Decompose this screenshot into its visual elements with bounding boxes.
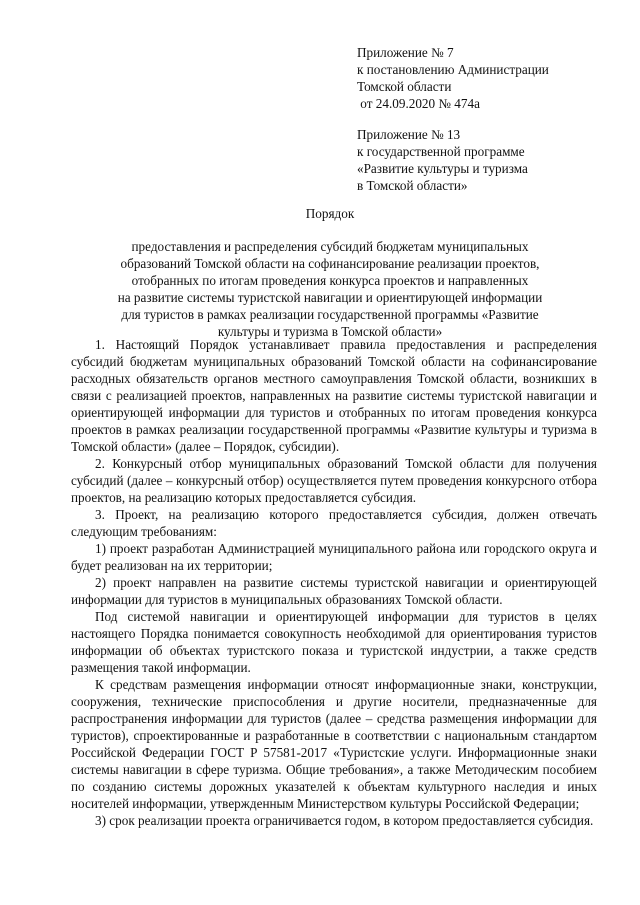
requirement-2: 2) проект направлен на развитие системы туристской навигации и ориентирующей информации для туристов в муниципальных образованиях Томской области. bbox=[71, 575, 597, 607]
appendix-7-line: Томской области bbox=[357, 79, 452, 94]
document-body bbox=[71, 336, 597, 829]
navigation-definition-paragraph: Под системой навигации и ориентирующей информации для туристов в целях настоящего Порядка понимается совокупность необходимой для ориентирования туристов информации об объектах туристского показа и туристской индустрии, а также средств размещения такой информации. bbox=[71, 609, 597, 675]
document-title: Порядок bbox=[305, 206, 355, 221]
paragraph-3: 3. Проект, на реализацию которого предоставляется субсидия, должен отвечать следующим требованиям: bbox=[71, 507, 597, 539]
appendix-block-13 bbox=[357, 126, 617, 194]
requirement-3: 3) срок реализации проекта ограничивается годом, в котором предоставляется субсидия. bbox=[95, 813, 594, 828]
appendix-7-line: к постановлению Администрации bbox=[357, 62, 549, 77]
subtitle-line: образований Томской области на софинансирование реализации проектов, bbox=[120, 256, 540, 271]
appendix-7-line: от 24.09.2020 № 474а bbox=[357, 96, 480, 111]
means-definition-paragraph: К средствам размещения информации относят информационные знаки, конструкции, сооружения, технические приспособления и другие носители, предназначенные для распространения информации для туристов (далее – средства размещения информации для туристов), спроектированные и разработанные в соответствии с национальным стандартом Российской Федерации ГОСТ Р 57581-2017 «Туристские услуги. Информационные знаки системы навигации в сфере туризма. Общие требования», а также Методическим пособием по созданию системы дорожных указателей к объектам культурного наследия и иных носителей информации, утвержденным Министерством культуры Российской Федерации; bbox=[71, 677, 597, 811]
appendix-13-line: к государственной программе bbox=[357, 144, 525, 159]
appendix-13-line: «Развитие культуры и туризма bbox=[357, 161, 528, 176]
subtitle-line: для туристов в рамках реализации государственной программы «Развитие bbox=[121, 307, 539, 322]
paragraph-1: 1. Настоящий Порядок устанавливает правила предоставления и распределения субсидий бюджетам муниципальных образований Томской области на софинансирование расходных обязательств органов местного самоуправления Томской области, возникших в связи с реализацией проектов, направленных на развитие системы туристской навигации и ориентирующей информации для туристов и отобранных по итогам проведения конкурса проектов в рамках реализации государственной программы «Развитие культуры и туризма в Томской области» (далее – Порядок, субсидии). bbox=[71, 337, 597, 454]
appendix-7-line: Приложение № 7 bbox=[357, 45, 454, 60]
subtitle-line: культуры и туризма в Томской области» bbox=[217, 324, 443, 339]
paragraph-2: 2. Конкурсный отбор муниципальных образований Томской области для получения субсидий (далее – конкурсный отбор) осуществляется путем проведения конкурсного отбора проектов, на реализацию которых предоставляется субсидия. bbox=[71, 456, 597, 505]
subtitle-line: предоставления и распределения субсидий бюджетам муниципальных bbox=[131, 239, 529, 254]
subtitle-line: отобранных по итогам проведения конкурса проектов и направленных bbox=[131, 273, 529, 288]
appendix-13-line: Приложение № 13 bbox=[357, 127, 461, 142]
requirement-1: 1) проект разработан Администрацией муниципального района или городского округа и будет реализован на их территории; bbox=[71, 541, 597, 573]
subtitle-line: на развитие системы туристской навигации и ориентирующей информации bbox=[117, 290, 543, 305]
appendix-13-line: в Томской области» bbox=[357, 178, 468, 193]
document-title-block bbox=[60, 205, 600, 340]
appendix-block-7 bbox=[357, 44, 617, 112]
